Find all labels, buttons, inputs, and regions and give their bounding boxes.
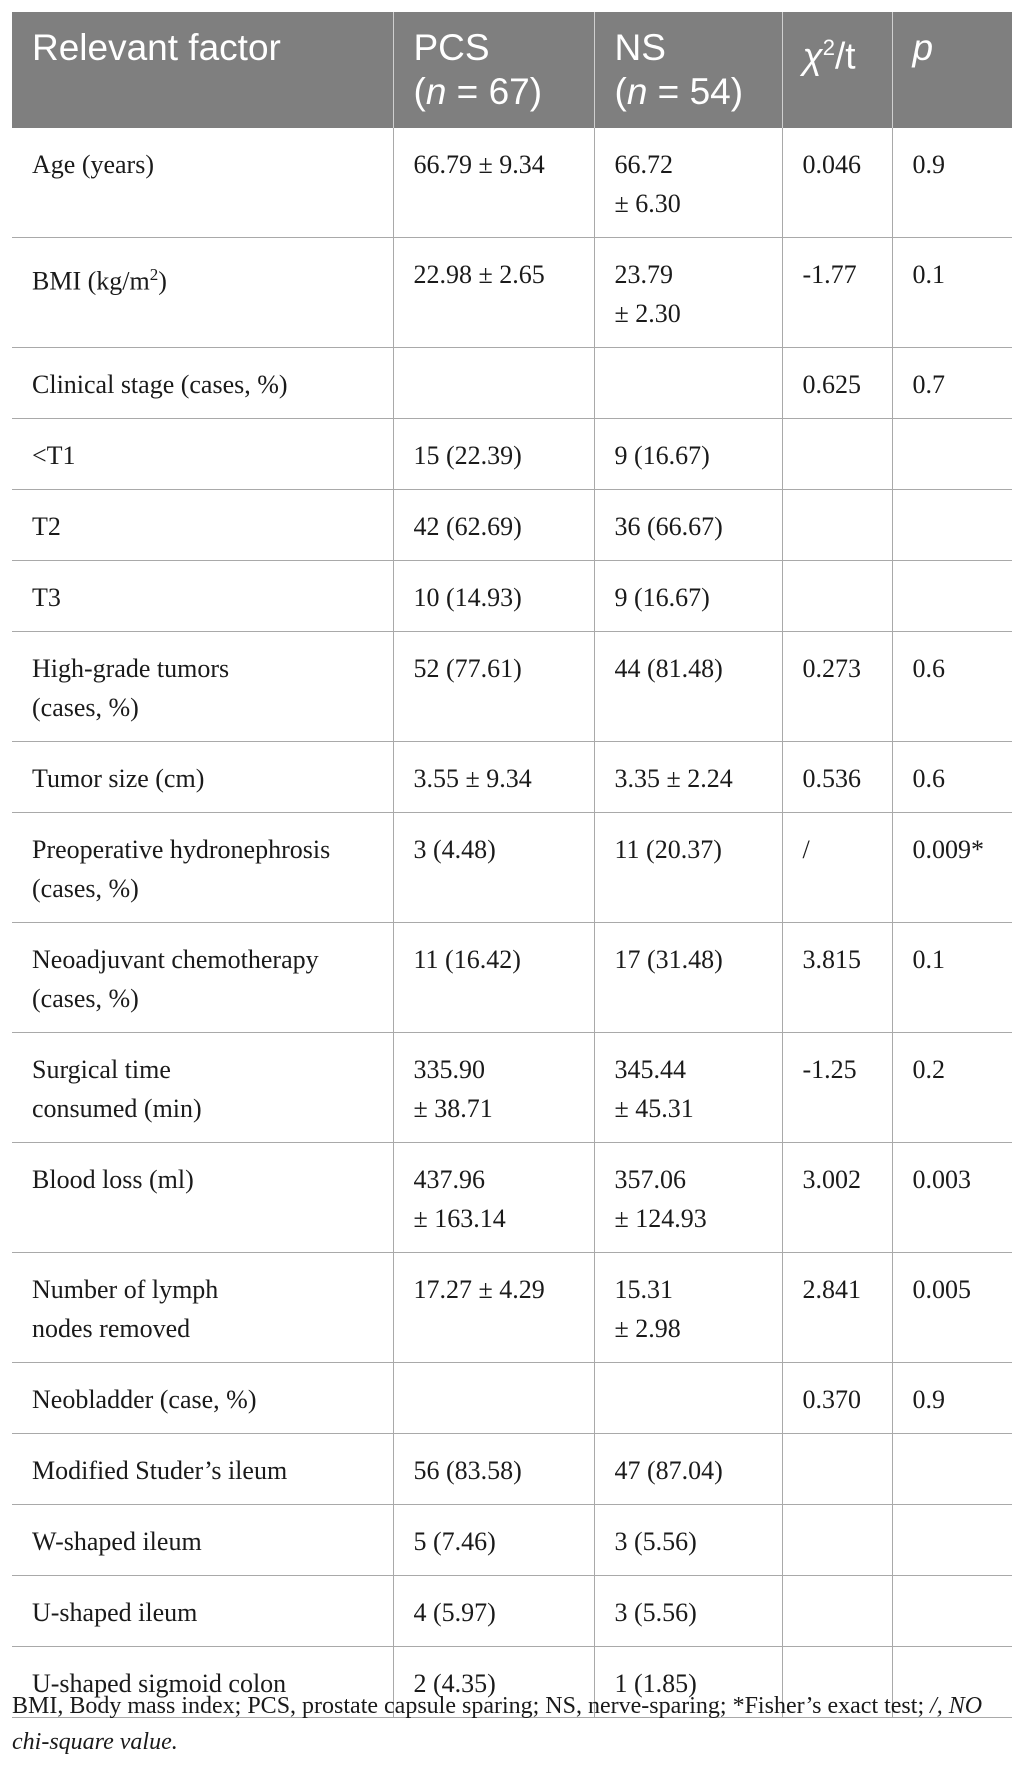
pcs-cell: 3 (4.48) xyxy=(393,813,594,923)
table-row xyxy=(12,1363,1012,1434)
factor-cell: High-grade tumors (cases, %) xyxy=(12,632,393,742)
table-row xyxy=(12,742,1012,813)
p-value-cell xyxy=(892,490,1012,561)
chi-t-cell: 2.841 xyxy=(782,1253,892,1363)
factor-cell: Tumor size (cm) xyxy=(12,742,393,813)
factor-cell: Clinical stage (cases, %) xyxy=(12,348,393,419)
pcs-cell: 42 (62.69) xyxy=(393,490,594,561)
pcs-cell: 335.90 ± 38.71 xyxy=(393,1033,594,1143)
p-value-cell: 0.9 xyxy=(892,128,1012,238)
table-row xyxy=(12,419,1012,490)
factor-cell: W-shaped ileum xyxy=(12,1505,393,1576)
pcs-cell: 56 (83.58) xyxy=(393,1434,594,1505)
table-row xyxy=(12,348,1012,419)
p-value-cell: 0.1 xyxy=(892,238,1012,348)
p-value-cell: 0.6 xyxy=(892,742,1012,813)
chi-t-cell: 3.002 xyxy=(782,1143,892,1253)
p-value-cell: 0.2 xyxy=(892,1033,1012,1143)
pcs-cell: 10 (14.93) xyxy=(393,561,594,632)
p-value-cell xyxy=(892,1576,1012,1647)
factor-cell: T3 xyxy=(12,561,393,632)
chi-t-cell: 0.370 xyxy=(782,1363,892,1434)
table-row xyxy=(12,1576,1012,1647)
table-row xyxy=(12,923,1012,1033)
p-value-cell xyxy=(892,561,1012,632)
pcs-cell: 17.27 ± 4.29 xyxy=(393,1253,594,1363)
chi-t-cell: 0.536 xyxy=(782,742,892,813)
chi-t-cell xyxy=(782,490,892,561)
table-row xyxy=(12,1434,1012,1505)
header-chi-square-t: $\chi^2/t$ xyxy=(782,12,892,128)
pcs-cell: 11 (16.42) xyxy=(393,923,594,1033)
pcs-cell: 3.55 ± 9.34 xyxy=(393,742,594,813)
header-p-value: p xyxy=(912,27,934,68)
header-pcs: PCS (n = 67) xyxy=(393,12,594,128)
factor-cell: Blood loss (ml) xyxy=(12,1143,393,1253)
table-row xyxy=(12,561,1012,632)
p-value-cell xyxy=(892,1505,1012,1576)
table-row xyxy=(12,1033,1012,1143)
p-value-cell: 0.003 xyxy=(892,1143,1012,1253)
ns-cell xyxy=(594,348,782,419)
factor-cell: Neoadjuvant chemotherapy (cases, %) xyxy=(12,923,393,1033)
factor-cell: Preoperative hydronephrosis (cases, %) xyxy=(12,813,393,923)
table-row xyxy=(12,1253,1012,1363)
ns-cell: 17 (31.48) xyxy=(594,923,782,1033)
factor-cell: T2 xyxy=(12,490,393,561)
table-row xyxy=(12,813,1012,923)
chi-t-cell xyxy=(782,1576,892,1647)
table-row xyxy=(12,238,1012,348)
footnote-regular: BMI, Body mass index; PCS, prostate capsule sparing; NS, nerve-sparing; *Fisher’s exact test; xyxy=(12,1693,931,1719)
pcs-cell: 52 (77.61) xyxy=(393,632,594,742)
chi-t-cell: -1.25 xyxy=(782,1033,892,1143)
ns-cell: 3 (5.56) xyxy=(594,1505,782,1576)
ns-cell: 9 (16.67) xyxy=(594,561,782,632)
factor-cell: <T1 xyxy=(12,419,393,490)
factor-cell: Neobladder (case, %) xyxy=(12,1363,393,1434)
table-row xyxy=(12,1505,1012,1576)
table-row xyxy=(12,490,1012,561)
ns-cell: 36 (66.67) xyxy=(594,490,782,561)
pcs-cell: 4 (5.97) xyxy=(393,1576,594,1647)
chi-t-cell: / xyxy=(782,813,892,923)
ns-cell: 44 (81.48) xyxy=(594,632,782,742)
ns-cell: 23.79 ± 2.30 xyxy=(594,238,782,348)
factor-cell: Number of lymph nodes removed xyxy=(12,1253,393,1363)
header-relevant-factor: Relevant factor xyxy=(12,12,393,128)
pcs-cell: 437.96 ± 163.14 xyxy=(393,1143,594,1253)
p-value-cell: 0.6 xyxy=(892,632,1012,742)
p-value-cell: 0.005 xyxy=(892,1253,1012,1363)
table-footnote xyxy=(12,1688,1012,1760)
chi-t-cell xyxy=(782,1434,892,1505)
pcs-cell: 66.79 ± 9.34 xyxy=(393,128,594,238)
pcs-cell: 5 (7.46) xyxy=(393,1505,594,1576)
p-value-cell: 0.009* xyxy=(892,813,1012,923)
ns-cell: 3.35 ± 2.24 xyxy=(594,742,782,813)
table-row xyxy=(12,1143,1012,1253)
p-value-cell: 0.9 xyxy=(892,1363,1012,1434)
chi-t-cell: 0.046 xyxy=(782,128,892,238)
table-row xyxy=(12,632,1012,742)
chi-t-cell: 3.815 xyxy=(782,923,892,1033)
ns-cell: 345.44 ± 45.31 xyxy=(594,1033,782,1143)
factor-cell: Modified Studer’s ileum xyxy=(12,1434,393,1505)
pcs-cell: 22.98 ± 2.65 xyxy=(393,238,594,348)
ns-cell: 1 (1.85) xyxy=(594,1647,782,1718)
chi-t-cell xyxy=(782,419,892,490)
chi-t-cell xyxy=(782,561,892,632)
comparison-table xyxy=(12,12,1012,1718)
table-row xyxy=(12,128,1012,238)
factor-cell: U-shaped ileum xyxy=(12,1576,393,1647)
ns-cell: 9 (16.67) xyxy=(594,419,782,490)
ns-cell: 3 (5.56) xyxy=(594,1576,782,1647)
p-value-cell: 0.1 xyxy=(892,923,1012,1033)
p-value-cell: 0.7 xyxy=(892,348,1012,419)
factor-cell: BMI $(kg/m^2)$ xyxy=(12,238,393,348)
pcs-cell: 2 (4.35) xyxy=(393,1647,594,1718)
chi-t-cell xyxy=(782,1505,892,1576)
p-value-cell xyxy=(892,1434,1012,1505)
ns-cell xyxy=(594,1363,782,1434)
ns-cell: 66.72 ± 6.30 xyxy=(594,128,782,238)
factor-cell: Age (years) xyxy=(12,128,393,238)
chi-t-cell: 0.625 xyxy=(782,348,892,419)
ns-cell: 15.31 ± 2.98 xyxy=(594,1253,782,1363)
chi-t-cell: 0.273 xyxy=(782,632,892,742)
factor-cell: U-shaped sigmoid colon xyxy=(12,1647,393,1718)
pcs-cell: 15 (22.39) xyxy=(393,419,594,490)
ns-cell: 47 (87.04) xyxy=(594,1434,782,1505)
table-wrapper xyxy=(12,12,1012,1718)
header-ns: NS (n = 54) xyxy=(594,12,782,128)
pcs-cell xyxy=(393,348,594,419)
factor-cell: Surgical time consumed (min) xyxy=(12,1033,393,1143)
p-value-cell xyxy=(892,419,1012,490)
footnote-italic: /, NO chi-square value. xyxy=(12,1693,983,1755)
ns-cell: 11 (20.37) xyxy=(594,813,782,923)
ns-cell: 357.06 ± 124.93 xyxy=(594,1143,782,1253)
chi-t-cell: -1.77 xyxy=(782,238,892,348)
pcs-cell xyxy=(393,1363,594,1434)
table-header-row xyxy=(12,12,1012,128)
